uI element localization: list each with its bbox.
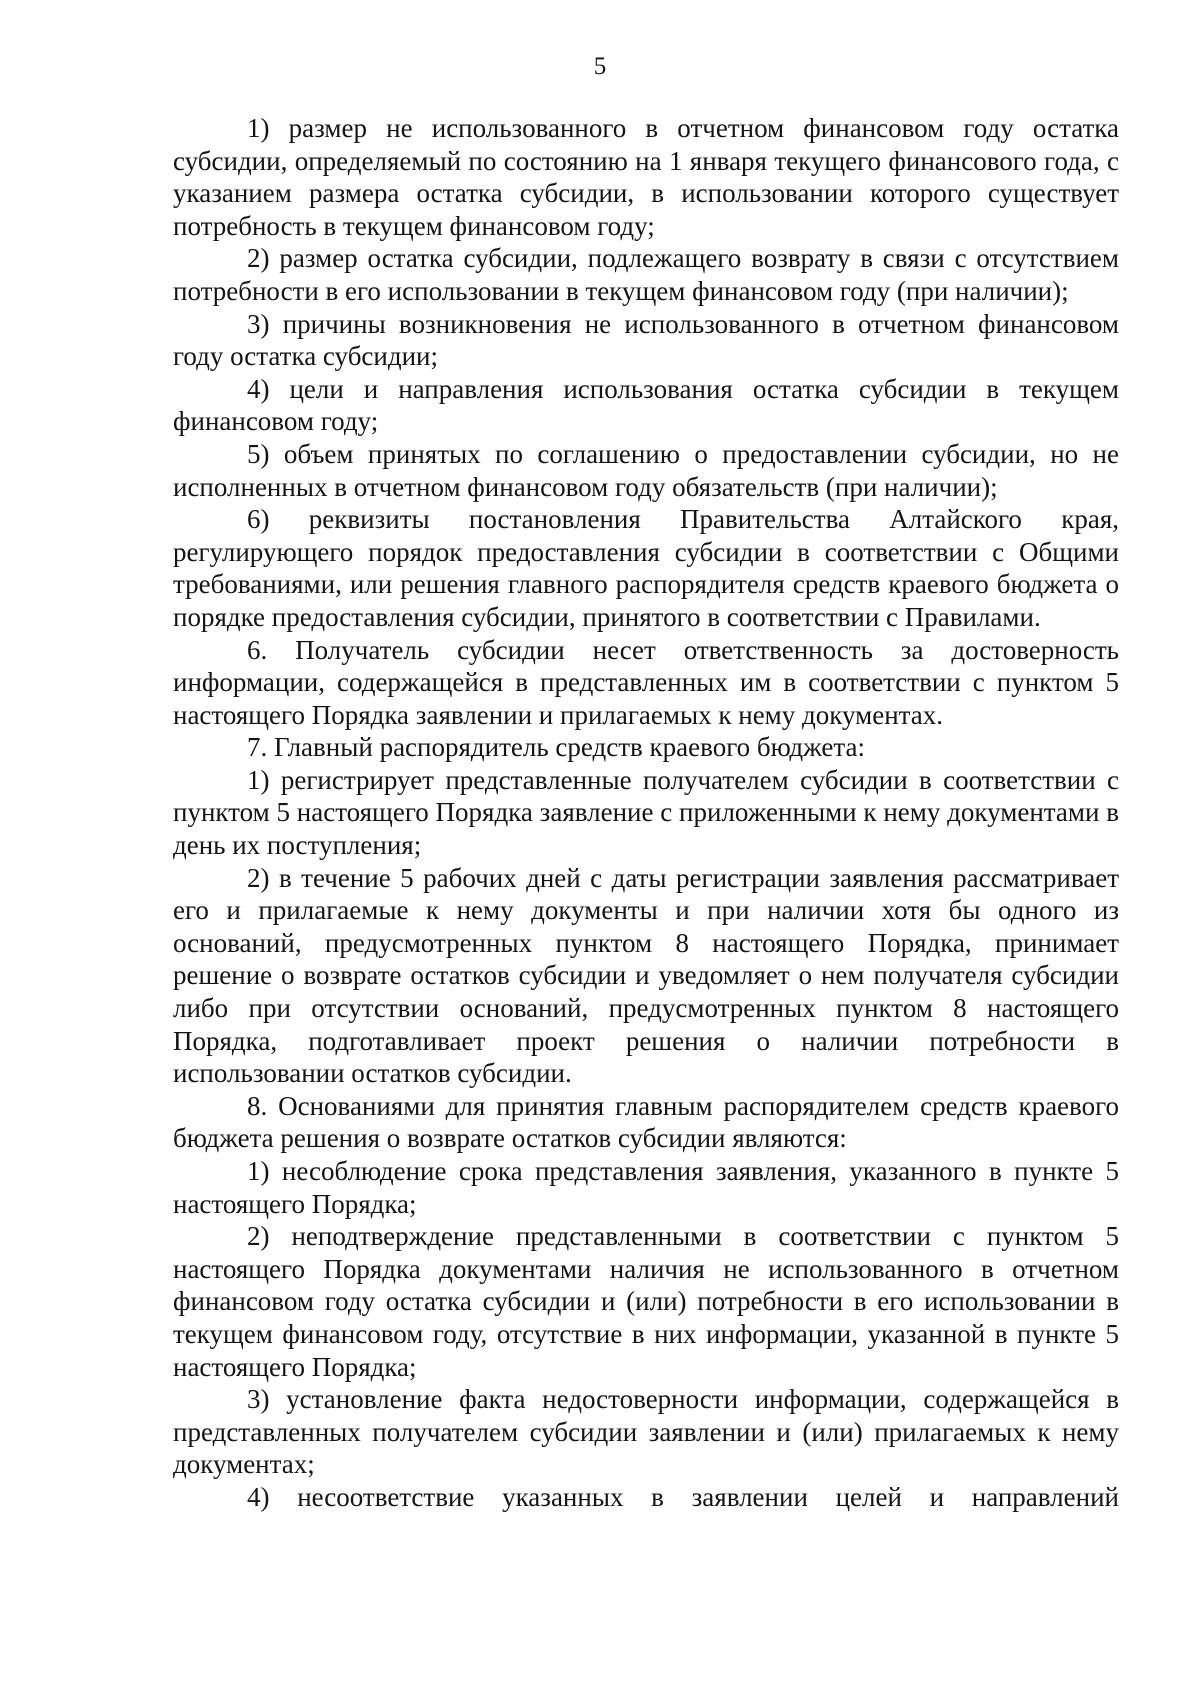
- paragraph: 4) цели и направления использования остатка субсидии в текущем финансовом году;: [173, 373, 1119, 437]
- document-body: [173, 112, 1119, 1514]
- paragraph: 6) реквизиты постановления Правительства Алтайского края, регулирующего порядок предоставления субсидии в соответствии с Общими требованиями, или решения главного распорядителя средств краевого бюджета о порядке предоставления субсидии, принятого в соответствии с Правилами.: [173, 504, 1119, 632]
- paragraph: 1) несоблюдение срока представления заявления, указанного в пункте 5 настоящего Порядка;: [173, 1156, 1119, 1219]
- paragraph: 3) установление факта недостоверности информации, содержащейся в представленных получателем субсидии заявлении и (или) прилагаемых к нему документах;: [173, 1384, 1119, 1480]
- paragraph: 4) несоответствие указанных в заявлении целей и направлений: [247, 1481, 1119, 1512]
- paragraph: 2) в течение 5 рабочих дней с даты регистрации заявления рассматривает его и прилагаемые к нему документы и при наличии хотя бы одного из оснований, предусмотренных пунктом 8 настоящего Порядка, принимает решение о возврате остатков субсидии и уведомляет о нем получателя субсидии либо при отсутствии оснований, предусмотренных пунктом 8 настоящего Порядка, подготавливает проект решения о наличии потребности в использовании остатков субсидии.: [173, 862, 1119, 1089]
- paragraph: 5) объем принятых по соглашению о предоставлении субсидии, но не исполненных в отчетном финансовом году обязательств (при наличии);: [173, 438, 1119, 502]
- paragraph: 1) размер не использованного в отчетном финансовом году остатка субсидии, определяемый по состоянию на 1 января текущего финансового года, с указанием размера остатка субсидии, в использовании которого существует потребность в текущем финансовом году;: [173, 113, 1119, 241]
- paragraph: 3) причины возникновения не использованного в отчетном финансовом году остатка субсидии;: [173, 308, 1119, 372]
- paragraph: 2) неподтверждение представленными в соответствии с пунктом 5 настоящего Порядка документами наличия не использованного в отчетном финансовом году остатка субсидии и (или) потребности в его использовании в текущем финансовом году, отсутствие в них информации, указанной в пункте 5 настоящего Порядка;: [173, 1221, 1119, 1382]
- paragraph: 6. Получатель субсидии несет ответственность за достоверность информации, содержащейся в представленных им в соответствии с пунктом 5 настоящего Порядка заявлении и прилагаемых к нему документах.: [173, 634, 1119, 730]
- page-number: 5: [593, 53, 607, 80]
- paragraph: 8. Основаниями для принятия главным распорядителем средств краевого бюджета решения о возврате остатков субсидии являются:: [173, 1090, 1119, 1154]
- paragraph: 7. Главный распорядитель средств краевого бюджета:: [247, 732, 866, 763]
- paragraph: 1) регистрирует представленные получателем субсидии в соответствии с пунктом 5 настоящего Порядка заявление с приложенными к нему документами в день их поступления;: [173, 764, 1119, 861]
- paragraph: 2) размер остатка субсидии, подлежащего возврату в связи с отсутствием потребности в его использовании в текущем финансовом году (при наличии);: [173, 243, 1119, 306]
